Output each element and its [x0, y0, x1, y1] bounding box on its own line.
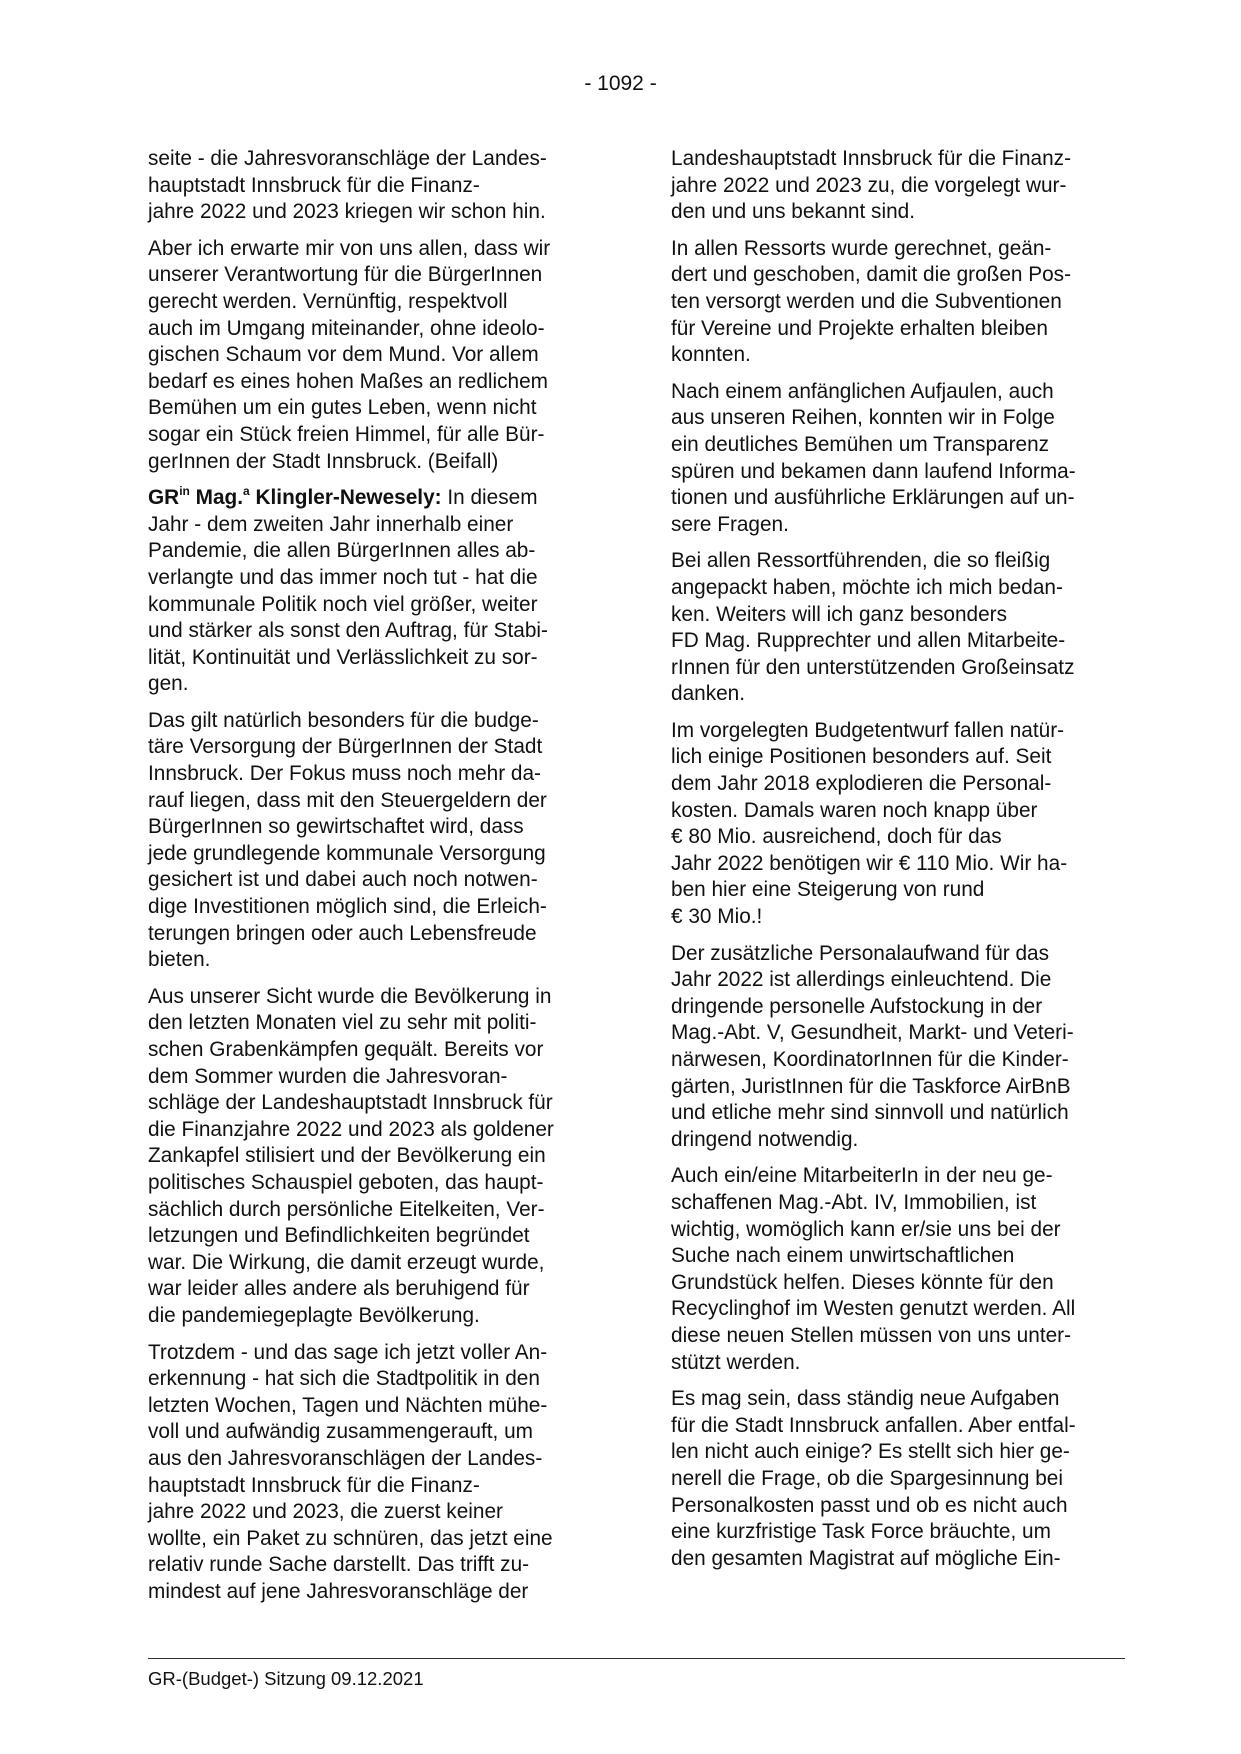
text-line: hauptstadt Innsbruck für die Finanz- — [148, 1473, 480, 1497]
text-line: närwesen, KoordinatorInnen für die Kinder- — [671, 1048, 1069, 1071]
text-line: seite - die Jahresvoranschläge der Landes- — [148, 147, 547, 170]
speaker-paragraph — [148, 485, 596, 698]
text-line: gen. — [148, 672, 189, 696]
text-line: FD Mag. Rupprechter und allen Mitarbeite- — [671, 629, 1066, 653]
text-line: Mag.-Abt. V, Gesundheit, Markt- und Veteri- — [671, 1021, 1074, 1045]
footer-divider — [148, 1658, 1125, 1659]
text-line: Aber ich erwarte mir von uns allen, dass wir — [148, 236, 551, 260]
text-line: konnten. — [671, 343, 751, 367]
paragraph — [148, 1340, 596, 1606]
text-line: jahre 2022 und 2023 zu, die vorgelegt wur- — [671, 173, 1067, 197]
text-line: Es mag sein, dass ständig neue Aufgaben — [671, 1387, 1060, 1411]
text-line: gischen Schaum vor dem Mund. Vor allem — [148, 343, 539, 367]
text-line: sächlich durch persönliche Eitelkeiten, Ver- — [148, 1197, 545, 1221]
text-line: jahre 2022 und 2023 kriegen wir schon hin. — [148, 200, 546, 224]
text-line: gerecht werden. Vernünftig, respektvoll — [148, 289, 508, 313]
paragraph — [671, 1386, 1123, 1572]
text-line: erkennung - hat sich die Stadtpolitik in den — [148, 1367, 540, 1391]
text-line: Suche nach einem unwirtschaftlichen — [671, 1244, 1015, 1268]
text-line: danken. — [671, 682, 746, 706]
text-line: gärten, JuristInnen für die Taskforce AirBnB — [671, 1074, 1071, 1098]
text-line: mindest auf jene Jahresvoranschläge der — [148, 1579, 529, 1603]
text-line: Jahr 2022 benötigen wir € 110 Mio. Wir ha- — [671, 851, 1068, 875]
text-line: den gesamten Magistrat auf mögliche Ein- — [671, 1546, 1061, 1570]
text-line: dringende personelle Aufstockung in der — [671, 994, 1043, 1018]
speech-start: In diesem — [441, 486, 538, 510]
speaker-name — [148, 486, 442, 509]
text-line: Jahr - dem zweiten Jahr innerhalb einer — [148, 512, 514, 536]
text-line: dringend notwendig. — [671, 1127, 859, 1151]
text-line: Bemühen um ein gutes Leben, wenn nicht — [148, 396, 537, 420]
text-line: relativ runde Sache darstellt. Das trifft zu- — [148, 1553, 530, 1577]
text-line: bieten. — [148, 948, 211, 972]
text-line: gesichert ist und dabei auch noch notwen- — [148, 868, 538, 892]
text-line: kommunale Politik noch viel größer, weiter — [148, 592, 538, 616]
text-line: spüren und bekamen dann laufend Informa- — [671, 459, 1076, 483]
text-line: letzten Wochen, Tagen und Nächten mühe- — [148, 1393, 548, 1417]
text-line: Im vorgelegten Budgetentwurf fallen natür- — [671, 718, 1065, 742]
text-line: auch im Umgang miteinander, ohne ideolo- — [148, 316, 545, 340]
text-line: eine kurzfristige Task Force bräuchte, um — [671, 1520, 1051, 1544]
text-line: Landeshauptstadt Innsbruck für die Finanz- — [671, 147, 1072, 170]
text-line: schläge der Landeshauptstadt Innsbruck für — [148, 1091, 553, 1115]
text-line: lich einige Positionen besonders auf. Seit — [671, 745, 1052, 769]
text-line: aus den Jahresvoranschlägen der Landes- — [148, 1446, 543, 1470]
paragraph — [148, 146, 596, 226]
text-line: rInnen für den unterstützenden Großeinsatz — [671, 655, 1075, 679]
text-line: hauptstadt Innsbruck für die Finanz- — [148, 173, 480, 197]
text-line: wollte, ein Paket zu schnüren, das jetzt eine — [148, 1526, 553, 1550]
text-line: BürgerInnen so gewirtschaftet wird, dass — [148, 815, 524, 839]
text-line: war leider alles andere als beruhigend für — [148, 1277, 530, 1301]
page-number: - 1092 - — [584, 72, 657, 95]
text-line: diese neuen Stellen müssen von uns unter- — [671, 1323, 1072, 1347]
text-line: tionen und ausführliche Erklärungen auf un- — [671, 486, 1075, 510]
text-line: Der zusätzliche Personalaufwand für das — [671, 941, 1050, 965]
speaker-surname: Klingler-Newesely: — [249, 486, 442, 510]
text-line: Personalkosten passt und ob es nicht auch — [671, 1493, 1068, 1517]
text-line: Innsbruck. Der Fokus muss noch mehr da- — [148, 762, 541, 786]
text-line: In allen Ressorts wurde gerechnet, geän- — [671, 236, 1052, 260]
paragraph — [671, 236, 1123, 369]
text-line: schen Grabenkämpfen gequält. Bereits vor — [148, 1038, 544, 1061]
text-line: Pandemie, die allen BürgerInnen alles ab- — [148, 539, 536, 563]
text-line: verlangte und das immer noch tut - hat die — [148, 565, 538, 589]
text-line: politisches Schauspiel geboten, das haupt- — [148, 1170, 544, 1194]
speaker-degree-sup: a — [243, 484, 250, 499]
paragraph — [148, 236, 596, 475]
text-line: ten versorgt werden und die Subventionen — [671, 289, 1062, 313]
text-line: Bei allen Ressortführenden, die so fleißig — [671, 549, 1051, 573]
text-line: dert und geschoben, damit die großen Pos- — [671, 263, 1072, 287]
text-line: aus unseren Reihen, konnten wir in Folge — [671, 406, 1055, 430]
text-line: terungen bringen oder auch Lebensfreude — [148, 921, 537, 945]
text-line: jede grundlegende kommunale Versorgung — [148, 841, 546, 865]
text-line: ken. Weiters will ich ganz besonders — [671, 602, 1007, 626]
text-line: bedarf es eines hohen Maßes an redlichem — [148, 369, 548, 393]
text-line: Das gilt natürlich besonders für die budge- — [148, 708, 539, 732]
text-line: kosten. Damals waren noch knapp über — [671, 798, 1038, 822]
text-line: angepackt haben, möchte ich mich bedan- — [671, 575, 1063, 599]
text-line: Recyclinghof im Westen genutzt werden. All — [671, 1297, 1076, 1321]
text-line: schaffenen Mag.-Abt. IV, Immobilien, ist — [671, 1190, 1037, 1214]
text-line: für die Stadt Innsbruck anfallen. Aber entfal- — [671, 1413, 1076, 1437]
paragraph — [671, 941, 1123, 1154]
text-line: dige Investitionen möglich sind, die Erleich- — [148, 895, 547, 919]
speaker-title-sup: in — [179, 484, 190, 499]
text-line: dem Jahr 2018 explodieren die Personal- — [671, 772, 1052, 796]
text-line: Aus unserer Sicht wurde die Bevölkerung in — [148, 984, 552, 1008]
text-line: € 80 Mio. ausreichend, doch für das — [671, 825, 1002, 849]
text-line: dem Sommer wurden die Jahresvoran- — [148, 1064, 508, 1088]
paragraph — [671, 718, 1123, 931]
paragraph — [671, 548, 1123, 708]
text-line: ben hier eine Steigerung von rund — [671, 878, 985, 902]
speaker-degree: Mag. — [189, 486, 244, 510]
text-line: stützt werden. — [671, 1350, 801, 1374]
text-line: den letzten Monaten viel zu sehr mit politi- — [148, 1011, 537, 1035]
paragraph — [148, 708, 596, 974]
text-line: € 30 Mio.! — [671, 905, 763, 929]
text-line: lität, Kontinuität und Verlässlichkeit zu sor- — [148, 645, 538, 669]
text-line: Trotzdem - und das sage ich jetzt voller An- — [148, 1340, 548, 1364]
text-line: die Finanzjahre 2022 und 2023 als goldener — [148, 1117, 554, 1141]
right-column — [671, 146, 1123, 1582]
paragraph — [671, 379, 1123, 539]
text-line: ein deutliches Bemühen um Transparenz — [671, 432, 1050, 456]
text-line: voll und aufwändig zusammengerauft, um — [148, 1420, 533, 1444]
text-line: wichtig, womöglich kann er/sie uns bei der — [671, 1217, 1061, 1241]
text-line: den und uns bekannt sind. — [671, 200, 915, 224]
paragraph — [671, 1163, 1123, 1376]
text-line: gerInnen der Stadt Innsbruck. (Beifall) — [148, 449, 499, 473]
text-line: sere Fragen. — [671, 512, 789, 536]
text-line: jahre 2022 und 2023, die zuerst keiner — [148, 1500, 503, 1524]
text-line: Auch ein/eine MitarbeiterIn in der neu ge- — [671, 1164, 1053, 1188]
footer-session-label: GR-(Budget-) Sitzung 09.12.2021 — [148, 1668, 424, 1689]
text-line: letzungen und Befindlichkeiten begründet — [148, 1224, 530, 1248]
speaker-line — [148, 485, 596, 512]
text-line: unserer Verantwortung für die BürgerInnen — [148, 263, 543, 287]
speaker-title: GR — [148, 486, 180, 510]
text-line: die pandemiegeplagte Bevölkerung. — [148, 1303, 480, 1327]
text-line: len nicht auch einige? Es stellt sich hier ge- — [671, 1440, 1070, 1464]
text-line: rauf liegen, dass mit den Steuergeldern der — [148, 788, 547, 812]
text-line: sogar ein Stück freien Himmel, für alle Bür- — [148, 422, 545, 446]
text-line: und stärker als sonst den Auftrag, für Stabi- — [148, 619, 548, 643]
paragraph — [671, 146, 1123, 226]
text-line: und etliche mehr sind sinnvoll und natürlich — [671, 1101, 1069, 1125]
text-line: täre Versorgung der BürgerInnen der Stadt — [148, 735, 543, 759]
paragraph — [148, 984, 596, 1330]
text-line: Jahr 2022 ist allerdings einleuchtend. Die — [671, 968, 1052, 992]
text-line: für Vereine und Projekte erhalten bleiben — [671, 316, 1048, 340]
text-line: nerell die Frage, ob die Spargesinnung bei — [671, 1466, 1063, 1490]
text-line: war. Die Wirkung, die damit erzeugt wurde, — [148, 1250, 545, 1274]
text-line: Nach einem anfänglichen Aufjaulen, auch — [671, 379, 1054, 403]
text-line: Grundstück helfen. Dieses könnte für den — [671, 1270, 1054, 1294]
text-line: Zankapfel stilisiert und der Bevölkerung ein — [148, 1144, 546, 1168]
left-column — [148, 146, 596, 1615]
